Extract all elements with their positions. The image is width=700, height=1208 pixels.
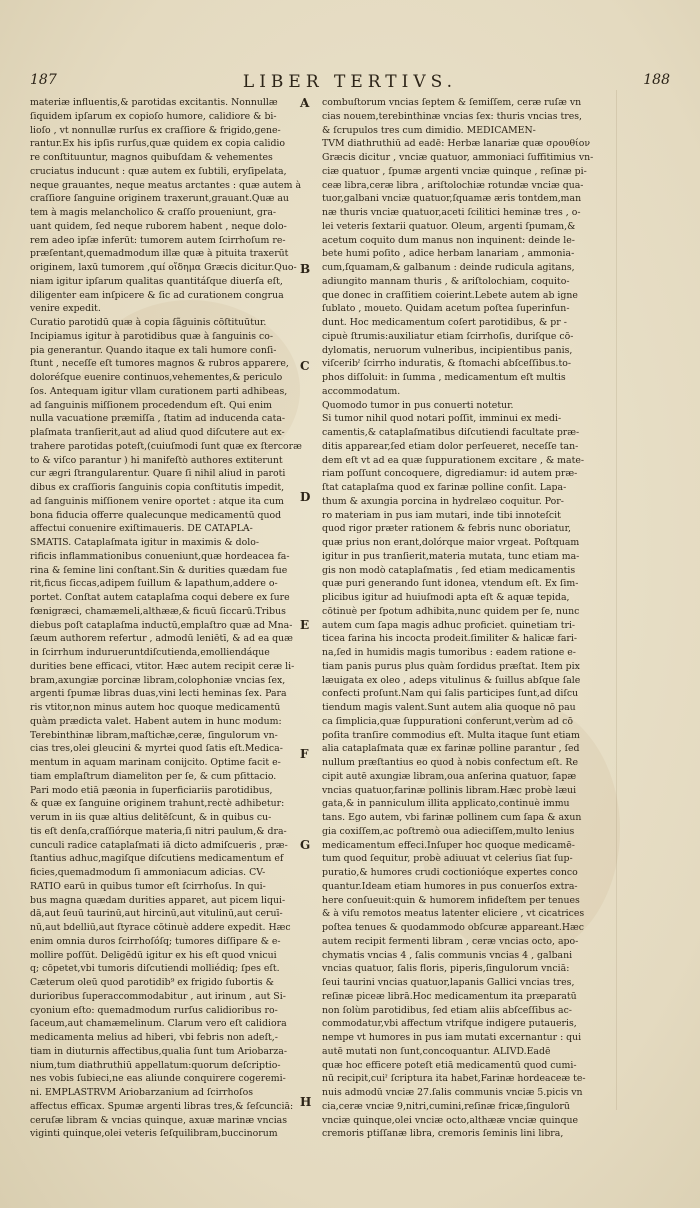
text-line: ſos. Antequam igitur vllam curationem parti adhibeas, (30, 385, 288, 397)
text-line: ſæum authorem refertur , admodū leniētī, & ad ea quæ (30, 633, 293, 645)
text-line: neque grauantes, neque meatus arctantes : quæ autem à (30, 179, 302, 191)
text-line: uant quidem, ſed neque ruborem habent , neque dolo- (30, 220, 287, 232)
text-line: nulla vacuatione præmiſſa , ſtatim ad inducenda cata- (30, 413, 286, 425)
text-line: cruciatus inducunt : quæ autem ex ſubtili, eryſipelata, (30, 165, 287, 177)
text-line: ris vtitor,non minus autem hoc quoque medicamentū (30, 702, 281, 713)
text-line: plaſmata tranſierit,aut ad aliud quod diſcutere aut ex- (30, 427, 285, 438)
text-line: combuſtorum vncias ſeptem & ſemiſſem, ceræ ruſæ vn (322, 97, 582, 108)
text-line: medicamenta melius ad hiberi, vbi febris non adeſt,- (30, 1032, 278, 1043)
text-line: lioſo , vt nonnullæ rurſus ex craſſiore & frigido,gene- (30, 124, 281, 136)
text-line: Pari modo etiā pæonia in ſuperficiariis parotidibus, (30, 784, 273, 796)
text-line: confecti proſunt.Nam qui ſalis participes ſunt,ad diſcu (322, 688, 579, 700)
text-line: ſtunt , neceſſe eſt tumores magnos & rubros apparere, (30, 358, 289, 370)
text-line: tiam in diuturnis affectibus,qualia ſunt tum Ariobarza- (30, 1045, 288, 1057)
text-line: quod rigor præter rationem & febris nunc oboriatur, (322, 523, 571, 535)
text-line: craſſiore ſanguine originem traxerunt,grauant.Quæ au (30, 193, 289, 205)
text-line: rem adeo ipſæ inferūt: tumorem autem ſcirrhoſum re- (30, 234, 286, 246)
text-line: reſinæ piceæ librā.Hoc medicamentum ita præparatū (322, 990, 577, 1002)
text-line: viginti quinque,olei veteris ſeſquilibram,buccinorum (30, 1128, 278, 1140)
text-line: pia generantur. Quando itaque ex tali humore conſi- (30, 344, 277, 356)
text-line: non ſolùm parotidibus, ſed etiam aliis abſceſſibus ac- (322, 1004, 572, 1016)
text-line: ſtantius adhuc,magiſque diſcutiens medicamentum ef (30, 853, 284, 865)
text-line: nū recipit,cuiˀ ſcriptura ita habet,Farinæ hordeaceæ te- (322, 1073, 586, 1085)
text-line: Incipiamus igitur à parotidibus quæ à ſanguinis co- (30, 330, 274, 342)
margin-marker: H (300, 1095, 312, 1109)
margin-marker: E (300, 618, 310, 632)
text-line: medicamentum effeci.Inſuper hoc quoque medicamē- (322, 839, 575, 851)
text-line: niam igitur ipſarum qualitas quantitáſque diuerſa eſt, (30, 275, 283, 287)
text-line: accommodatum. (322, 385, 401, 397)
text-line: autē mutati non ſunt,concoquantur. ALIVD.Eadē (322, 1045, 551, 1057)
text-line: originem, laxū tumorem ,quí οἴδημα Græcis dicitur.Quo- (30, 262, 297, 273)
margin-marker: B (300, 262, 311, 276)
text-line: læuigata ex oleo , adeps vitulinus & ſuillus abſque ſale (322, 674, 581, 686)
text-line: Græcis dicitur , vnciæ quatuor, ammoniaci ſuffitimius vn- (322, 152, 594, 163)
text-line: ſiquidem ipſarum ex copioſo humore, calidiore & bi- (30, 110, 277, 122)
text-line: poſtea tenues & quodammodo obſcuræ appareant.Hæc (322, 922, 585, 933)
text-line: tans. Ego autem, vbi farinæ pollinem cum ſapa & axun (322, 812, 582, 823)
text-line: thum & axungia porcina in hydrelæo coquitur. Por- (322, 495, 564, 507)
text-line: adiungito mannam thuris , & ariſtolochiam, coquito- (322, 275, 570, 287)
text-line: cias tres,olei gleucini & myrtei quod ſatis eſt.Medica- (30, 743, 283, 755)
text-line: commodatur,vbi affectum vtrifque indigere putaueris, (322, 1018, 577, 1030)
text-line: cremoris ptiſſanæ libra, cremoris ſeminis lini libra, (322, 1128, 564, 1140)
text-line: dibus ex craſſioris ſanguinis copia conſtitutis impedit, (30, 482, 285, 493)
text-line: dylomatis, neruorum vulneribus, incipientibus panis, (322, 344, 573, 356)
text-line: to & viſco parantur ) hi manifeſtò authores extiterunt (30, 454, 283, 466)
text-line: verum in iis quæ altius delitēſcunt, & in quibus cu- (30, 812, 272, 823)
text-line: q; cōpetet,vbi tumoris diſcutiendi molliédiq; ſpes eſt. (30, 963, 280, 975)
text-line: bona fiducia offerre qualecunque medicamentū quod (30, 509, 282, 521)
text-line: poſita tranſire commodius eſt. Multa itaque ſunt etiam (322, 729, 580, 741)
margin-marker: G (300, 838, 311, 852)
text-line: cia,ceræ vnciæ 9,nitri,cumini,reſinæ fricæ,ſingulorū (322, 1100, 570, 1112)
text-line: dem eſt vt ad ea quæ ſuppurationem excitare , & mate- (322, 454, 585, 466)
text-line: dā,aut ſeuū taurinū,aut hircinū,aut vitulinū,aut ceruī- (30, 908, 283, 920)
text-line: acetum coquito dum manus non inquinent: deinde le- (322, 234, 575, 246)
text-line: diligenter eam inſpicere & ſic ad curationem congrua (30, 289, 284, 301)
text-line: mollire poſſūt. Deligēdū igitur ex his eſt quod vnicui (30, 949, 277, 961)
text-line: Curatio parotidū quæ à copia ſãguinis cōſtituūtur. (30, 317, 267, 328)
text-line: cipuè ſtrumis:auxiliatur etiam ſcirrhoſis, duriſque cō- (322, 330, 574, 342)
text-line: phos diſſoluit: in ſumma , medicamentum eſt multis (322, 372, 566, 383)
text-line: cunculi radice cataplaſmati iā dicto admiſcueris , præ- (30, 839, 288, 851)
text-line: durioribus ſuperaccommodabitur , aut irinum , aut Si- (30, 990, 286, 1002)
text-line: affectus efficax. Spumæ argenti libras tres,& ſeſcunciā: (30, 1100, 294, 1112)
text-line: gis non modò cataplaſmatis , ſed etiam medicamentis (322, 564, 576, 576)
text-line: fœnigræci, chamæmeli,althææ,& ficuū ſiccarū.Tribus (30, 605, 286, 617)
text-line: ciæ quatuor , ſpumæ argenti vnciæ quinque , reſinæ pi- (322, 165, 587, 177)
text-line: viſceribˀ ſcirrho induratis, & ſtomachi abſceſſibus.to- (322, 358, 572, 370)
text-line: camentis,& cataplaſmatibus diſcutiendi facultate præ- (322, 427, 580, 438)
text-line: ni. EMPLASTRVM Ariobarzanium ad ſcirrhoſos (30, 1087, 254, 1098)
text-line: rantur.Ex his ipſis rurſus,quæ quidem ex copia calidio (30, 138, 286, 150)
text-line: & quæ ex ſanguine originem trahunt,rectè adhibetur: (30, 798, 285, 810)
page-header (30, 72, 670, 96)
text-line: puratio,& humores crudi coctionióque expertes conco (322, 867, 578, 878)
text-line: quæ puri generando ſunt idonea, vtendum eſt. Ex ſim- (322, 578, 579, 590)
text-line: præſentant,quemadmodum illæ quæ à pituita traxerūt (30, 248, 289, 260)
text-line: cipit autē axungiæ libram,oua anſerina quatuor, ſapæ (322, 770, 577, 782)
text-line: nium,tum diathruthiū appellatum:quorum deſcriptio- (30, 1059, 281, 1071)
text-line: riam poſſunt concoquere, digrediamur: id autem præ- (322, 468, 578, 480)
text-line: gia coxiſſem,ac poſtremò oua adieciſſem,multo lenius (322, 825, 575, 837)
text-line: quantur.Ideam etiam humores in pus conuerſos extra- (322, 880, 578, 892)
text-line: cōtinuè per ſpotum adhibita,nunc quidem per ſe, nunc (322, 605, 580, 617)
text-line: doloréſque euenire continuos,vehementes,& periculo (30, 372, 283, 383)
text-line: autem recipit fermenti libram , ceræ vncias octo, apo- (322, 935, 579, 947)
running-title: LIBER TERTIVS. (242, 72, 458, 92)
folio-right: 188 (643, 72, 670, 88)
text-line: mentum in aquam marinam conijcito. Optime facit e- (30, 757, 281, 768)
text-line: vncias quatuor,farinæ pollinis libram.Hæc probè læui (322, 784, 577, 796)
text-line: ceruſæ libram & vncias quinque, axuæ marinæ vncias (30, 1114, 288, 1126)
text-line: autem cum ſapa magis adhuc proficiet. quinetiam tri- (322, 619, 576, 631)
text-line: venire expedit. (30, 303, 101, 315)
folio-left: 187 (30, 72, 57, 88)
text-line: igitur in pus tranſierit,materia mutata, tunc etiam ma- (322, 550, 580, 562)
text-line: cur ægri ſtrangularentur. Quare ſi nihil aliud in paroti (30, 468, 286, 480)
text-line: RATIO earū in quibus tumor eſt ſcirrhoſus. In qui- (30, 880, 266, 892)
text-line: re conſtituuntur, magnos quibuſdam & vehementes (30, 152, 273, 163)
text-line: ficies,quemadmodum ſi ammoniacum adicias. CV- (30, 867, 266, 878)
text-line: nempe vt humores in pus iam mutati excernantur : qui (322, 1032, 582, 1043)
text-line: in ſcirrhum indurueruntdiſcutienda,emolliendáque (30, 647, 270, 658)
text-line: bete humi poſito , adice herbam lanariam , ammonia- (322, 248, 575, 260)
text-line: que donec in craſſitiem coierint.Lebete autem ab igne (322, 289, 578, 301)
text-line: tis eſt denſa,craſſiórque materia,ſi nitri paulum,& dra- (30, 825, 287, 837)
text-line: tuor,galbani vnciæ quatuor,ſquamæ æris tontdem,man (322, 193, 582, 205)
text-line: ad ſanguinis miſſionem venire oportet : atque ita cum (30, 495, 284, 507)
text-line: affectui conuenire exiſtimaueris. DE CATAPLA- (30, 523, 253, 535)
text-line: quæ hoc efficere poteſt etiā medicamentū quod cumi- (322, 1059, 577, 1071)
text-line: ca ſimplicia,quæ ſuppurationi conferunt,verùm ad cō (322, 715, 573, 727)
text-line: bram,axungiæ porcinæ libram,colophoniæ vncias ſex, (30, 674, 286, 686)
margin-marker: C (300, 359, 310, 373)
text-line: quæ prius non erant,dolórque maior vrgeat. Poſtquam (322, 537, 580, 548)
page-gutter (616, 90, 617, 1110)
text-line: ceæ libra,ceræ libra , ariſtolochiæ rotundæ vnciæ qua- (322, 179, 584, 191)
text-line: nuis admodū vnciæ 27.ſalis communis vnciæ 5.picis vn (322, 1087, 583, 1098)
text-line: quàm prædicta valet. Habent autem in hunc modum: (30, 715, 282, 727)
text-line: Quomodo tumor in pus conuerti notetur. (322, 399, 514, 411)
text-line: TVM diathruthiū ad eadē: Herbæ lanariæ quæ σρουθίον (322, 138, 591, 150)
margin-marker: D (300, 490, 311, 504)
text-line: lei veteris ſextarii quatuor. Oleum, argenti ſpumam,& (322, 220, 576, 232)
text-line: chymatis vncias 4 , ſalis communis vncias 4 , galbani (322, 949, 573, 961)
text-line: durities bene efficaci, vtitor. Hæc autem recipit ceræ li- (30, 660, 295, 672)
text-line: nū,aut bdelliū,aut ſtyrace cōtinuè addere expedit. Hæc (30, 922, 291, 933)
left-text-column (30, 96, 312, 1141)
text-line: vnciæ quinque,olei vnciæ octo,althææ vnciæ quinque (322, 1114, 579, 1126)
text-line: na,ſed in humidis magis tumoribus : eadem ratione e- (322, 647, 576, 658)
text-line: næ thuris vnciæ quatuor,aceti ſcilitici heminæ tres , o- (322, 207, 581, 218)
text-line: tiam emplaſtrum diameliton per ſe, & cum pſittacio. (30, 770, 277, 782)
text-line: & ſcrupulos tres cum dimidio. MEDICAMEN- (322, 124, 536, 136)
margin-marker: F (300, 747, 309, 761)
text-line: cum,ſquamam,& galbanum : deinde rudicula agitans, (322, 262, 575, 273)
text-line: rificis inflammationibus conueniunt,quæ hordeacea fa- (30, 550, 290, 562)
text-line: ticea farina his incocta prodeit.ſimiliter & halicæ fari- (322, 633, 578, 645)
right-text-column (312, 96, 610, 1141)
text-line: ſublato , moueto. Quidam acetum poſtea ſuperinfun- (322, 303, 570, 315)
text-line: vncias quatuor, ſalis floris, piperis,ſingulorum vnciā: (322, 963, 570, 975)
text-line: dunt. Hoc medicamentum coſert parotidibus, & pr - (322, 317, 567, 328)
text-line: diebus poſt cataplaſma inductū,emplaſtro quæ ad Mna- (30, 619, 293, 631)
text-line: alia cataplaſmata quæ ex farinæ polline parantur , ſed (322, 743, 580, 755)
text-line: tiam panis purus plus quàm ſordidus præſtat. Item pix (322, 660, 580, 672)
text-line: rina & ſemine lini conſtant.Sin & durities quædam fue (30, 564, 288, 576)
text-line: bus magna quædam durities apparet, aut picem liqui- (30, 894, 286, 906)
text-line: ſaceum,aut chamæmelinum. Clarum vero eſt calidiora (30, 1018, 287, 1030)
text-line: ſeui taurini vncias quatuor,lapanis Gallici vncias tres, (322, 977, 575, 988)
text-line: trahere parotidas poteſt,(cuiuſmodi ſunt quæ ex ſtercoræ (30, 440, 302, 452)
text-line: plicibus igitur ad huiuſmodi apta eſt & aquæ tepida, (322, 592, 570, 603)
text-line: ad ſanguinis miſſionem procedendum eſt. Qui enim (30, 399, 272, 411)
margin-marker: A (300, 96, 310, 110)
text-line: portet. Conſtat autem cataplaſma coqui debere ex ſure (30, 592, 290, 603)
text-line: & à viſu remotos meatus latenter eliciere , vt cicatrices (322, 908, 585, 920)
text-line: SMATIS. Cataplaſmata igitur in maximis & dolo- (30, 537, 260, 548)
text-line: Terebinthinæ libram,maſtichæ,ceræ, ſingulorum vn- (30, 729, 278, 741)
text-line: Cæterum oleū quod parotidib⁹ ex frigido ſubortis & (30, 977, 274, 988)
text-line: nes vobis ſubieci,ne eas aliunde conquirere cogeremi- (30, 1073, 286, 1085)
text-line: argenti ſpumæ libras duas,vini lecti heminas ſex. Para (30, 688, 287, 700)
text-line: ro materiam in pus iam mutari, inde tibi innoteſcit (322, 509, 561, 521)
text-line: cias nouem,terebinthinæ vncias ſex: thuris vncias tres, (322, 110, 582, 122)
text-line: ditis apparear,ſed etiam dolor perſeueret, neceſſe tan- (322, 440, 579, 452)
text-line: nullum præſtantius eo quod à nobis confectum eſt. Re (322, 757, 578, 768)
text-line: tem à magis melancholico & craſſo proueniunt, gra- (30, 207, 277, 218)
text-line: tum quod ſequitur, probè adiuuat vt celerius ſiat ſup- (322, 853, 573, 865)
text-line: materiæ influentis,& parotidas excitantis. Nonnullæ (30, 97, 278, 108)
text-line: Si tumor nihil quod notari poſſit, imminui ex medi- (322, 413, 562, 425)
text-line: enim omnia duros ſcirrhoſóſq; tumores diſſipare & e- (30, 935, 281, 947)
text-line: tiendum magis valent.Sunt autem alia quoque nō pau (322, 702, 576, 713)
text-line: ſtat cataplaſma quod ex farinæ polline conſit. Lapa- (322, 482, 567, 493)
text-line: gata,& in panniculum illita applicato,continuè immu (322, 798, 570, 810)
text-line: cyonium eſto: quemadmodum rurſus calidioribus ro- (30, 1004, 278, 1016)
text-line: here conſueuit:quin & humorem infideſtem per tenues (322, 894, 580, 906)
text-line: rit,ficus ſiccas,adipem ſuillum & lapathum,addere o- (30, 578, 278, 590)
